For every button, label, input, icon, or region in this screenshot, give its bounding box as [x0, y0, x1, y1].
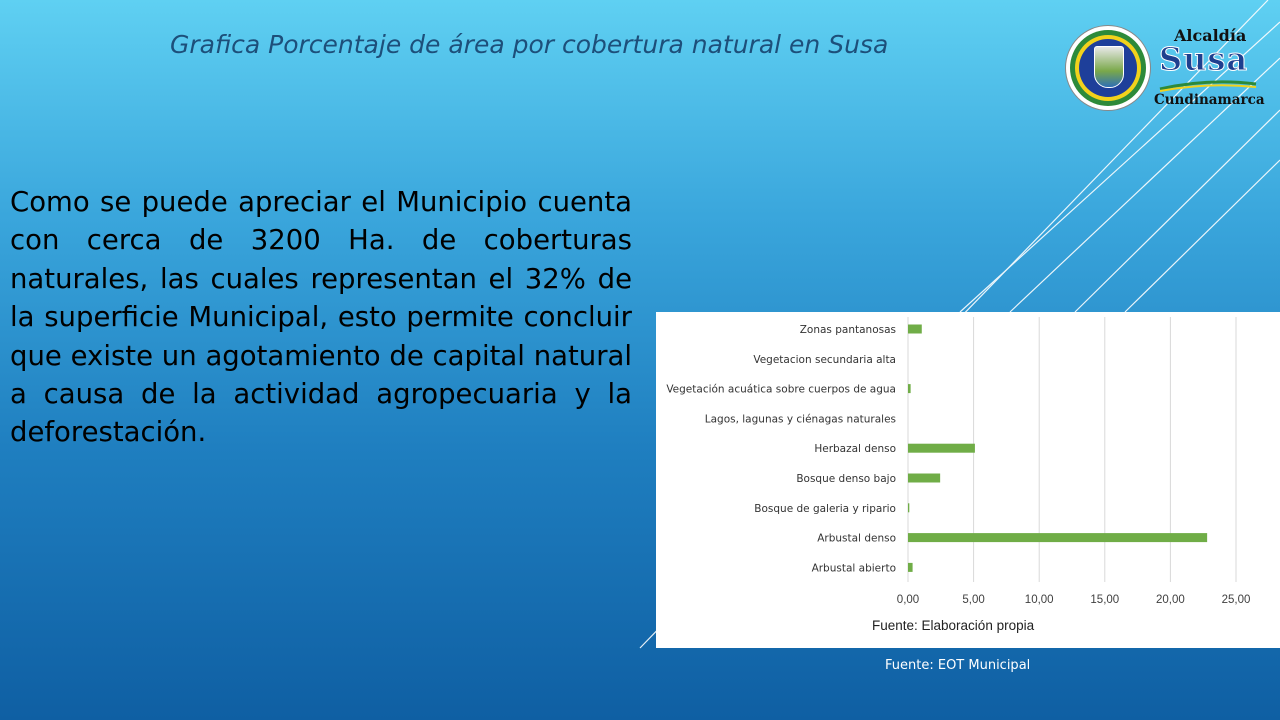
x-tick-label: 15,00	[1090, 594, 1120, 606]
logo-line-cundinamarca: Cundinamarca	[1154, 92, 1265, 108]
municipal-seal-icon	[1066, 26, 1150, 110]
x-tick-label: 20,00	[1156, 594, 1185, 606]
bar-chart	[656, 312, 1280, 648]
category-label: Herbazal denso	[814, 443, 896, 456]
chart-panel	[656, 312, 1280, 648]
x-tick-label: 10,00	[1024, 594, 1054, 606]
slide-title: Grafica Porcentaje de área por cobertura natural en Susa	[170, 30, 889, 59]
x-tick-label: 0,00	[896, 594, 920, 606]
bar	[908, 444, 975, 453]
alcaldia-logo	[1066, 24, 1266, 114]
bar	[908, 533, 1207, 542]
x-tick-label: 5,00	[962, 594, 985, 606]
logo-swoosh-icon	[1158, 80, 1258, 92]
category-label: Arbustal abierto	[811, 562, 896, 575]
category-label: Vegetacion secundaria alta	[753, 353, 896, 366]
chart-caption: Fuente: Elaboración propia	[872, 618, 1035, 633]
logo-line-susa: Susa	[1159, 40, 1249, 78]
category-label: Vegetación acuática sobre cuerpos de agua	[666, 383, 896, 396]
bar	[908, 384, 911, 393]
bar	[908, 325, 922, 334]
category-label: Arbustal denso	[817, 532, 896, 545]
category-label: Bosque de galeria y ripario	[754, 502, 896, 515]
category-label: Lagos, lagunas y ciénagas naturales	[704, 413, 896, 426]
category-label: Zonas pantanosas	[799, 324, 896, 336]
bar	[908, 563, 913, 572]
x-tick-label: 25,00	[1221, 594, 1251, 606]
logo-line-alcaldia: Alcaldía	[1174, 26, 1247, 45]
body-paragraph: Como se puede apreciar el Municipio cuenta con cerca de 3200 Ha. de coberturas naturales, las cuales representan el 32% de la superficie Municipal, esto permite concluir que existe un agotamiento de capital natural a causa de la actividad agropecuaria y la deforestación.	[10, 186, 632, 449]
slide-source: Fuente: EOT Municipal	[885, 658, 1031, 673]
bar	[908, 474, 940, 483]
bar	[908, 503, 909, 512]
category-label: Bosque denso bajo	[796, 473, 896, 485]
